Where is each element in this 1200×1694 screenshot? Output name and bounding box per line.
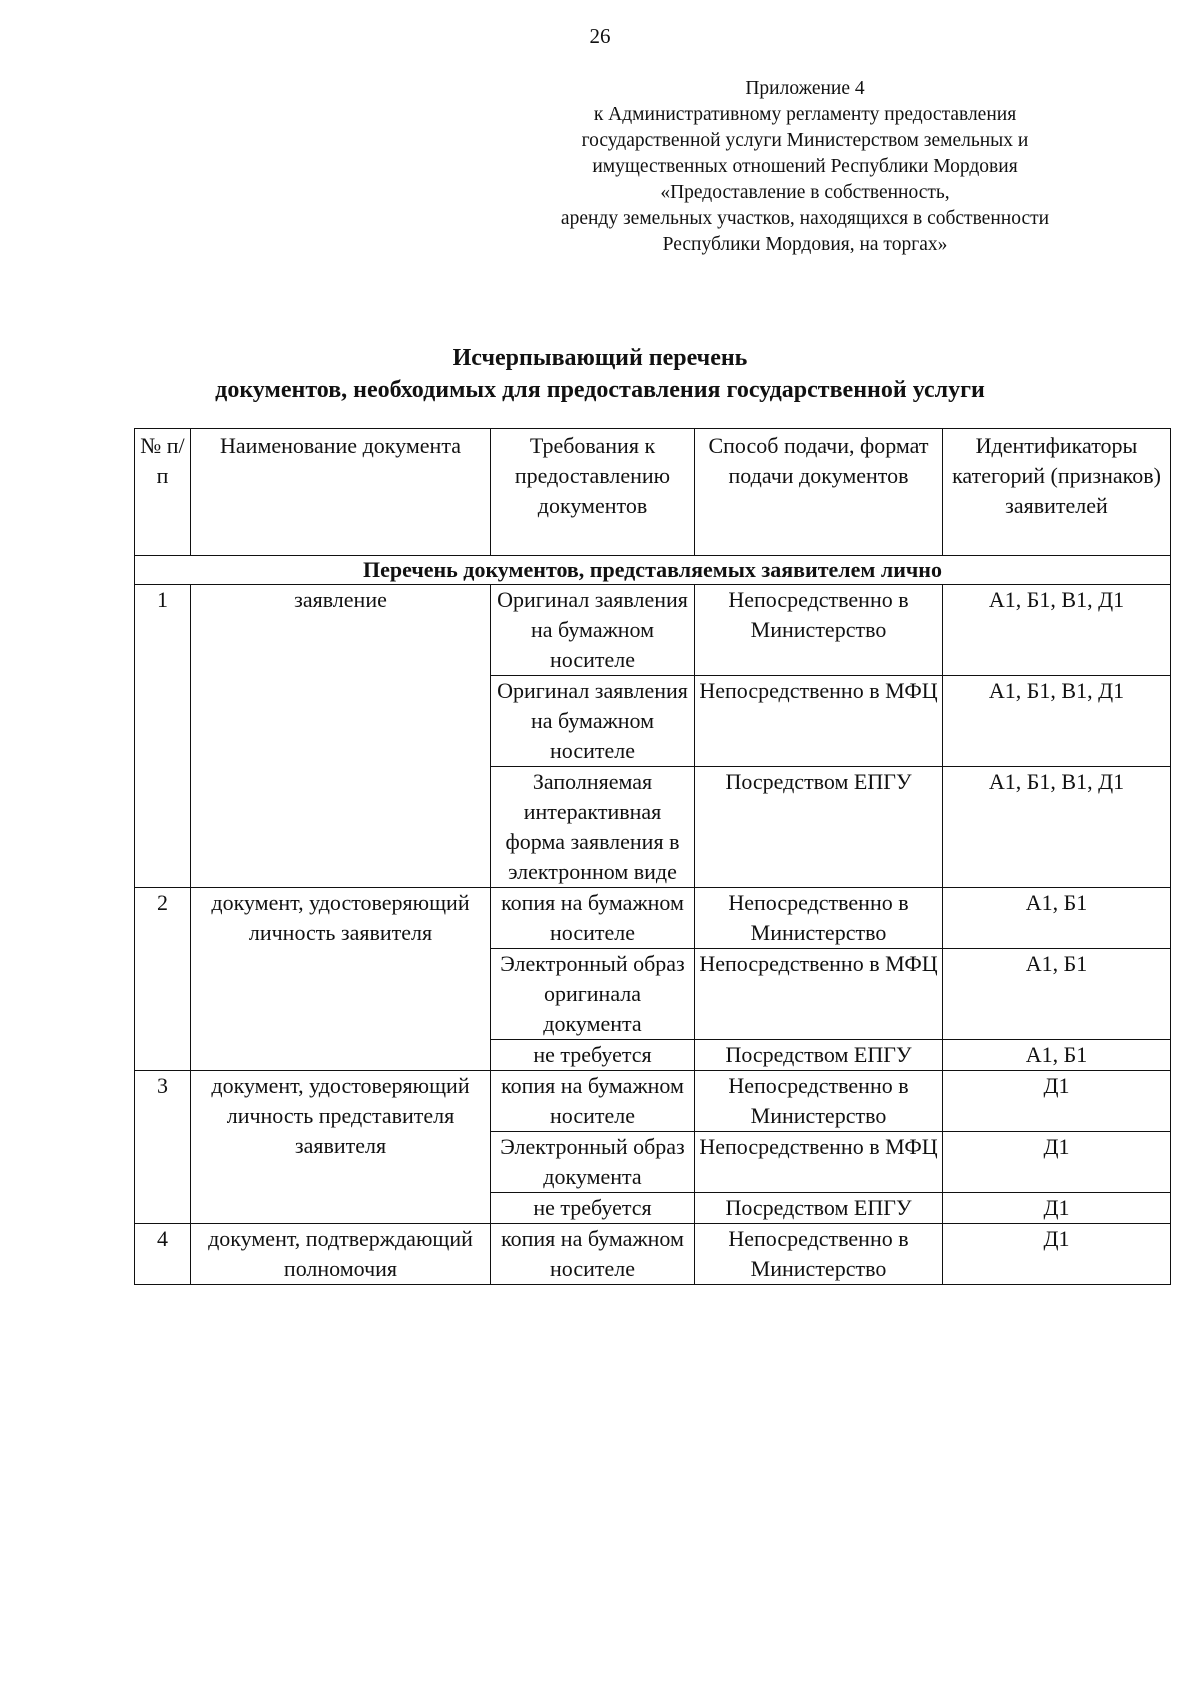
row-ids: А1, Б1 [943, 888, 1171, 949]
table-row [135, 888, 1171, 949]
appendix-line: к Административному регламенту предоставления [593, 104, 1017, 125]
row-ids: А1, Б1, В1, Д1 [943, 585, 1171, 676]
header-requirements: Требования к предоставлению документов [491, 429, 695, 556]
row-ids: А1, Б1 [943, 949, 1171, 1040]
row-method: Посредством ЕПГУ [695, 767, 943, 888]
appendix-heading [505, 76, 1105, 258]
row-method: Посредством ЕПГУ [695, 1193, 943, 1224]
row-document-name: документ, удостоверяющий личность заявителя [191, 888, 491, 1071]
section-title: Перечень документов, представляемых заявителем лично [135, 556, 1171, 585]
row-method: Непосредственно в МФЦ [695, 949, 943, 1040]
table-header-row [135, 429, 1171, 556]
row-number: 1 [135, 585, 191, 888]
appendix-line: аренду земельных участков, находящихся в собственности [560, 208, 1050, 229]
row-method: Посредством ЕПГУ [695, 1040, 943, 1071]
header-applicant-ids: Идентификаторы категорий (признаков) заявителей [943, 429, 1171, 556]
appendix-line: «Предоставление в собственность, [660, 182, 950, 203]
row-requirement: Оригинал заявления на бумажном носителе [491, 676, 695, 767]
row-method: Непосредственно в МФЦ [695, 676, 943, 767]
row-requirement: не требуется [491, 1193, 695, 1224]
page-number: 26 [589, 24, 611, 48]
row-document-name: документ, подтверждающий полномочия [191, 1224, 491, 1285]
row-requirement: не требуется [491, 1040, 695, 1071]
header-submission-method: Способ подачи, формат подачи документов [695, 429, 943, 556]
row-method: Непосредственно в Министерство [695, 888, 943, 949]
row-requirement: Оригинал заявления на бумажном носителе [491, 585, 695, 676]
row-ids: Д1 [943, 1132, 1171, 1193]
row-ids: Д1 [943, 1193, 1171, 1224]
header-number: № п/п [135, 429, 191, 556]
row-number: 2 [135, 888, 191, 1071]
appendix-line: имущественных отношений Республики Мордовия [592, 156, 1018, 177]
row-document-name: заявление [191, 585, 491, 888]
row-document-name: документ, удостоверяющий личность представителя заявителя [191, 1071, 491, 1224]
row-number: 4 [135, 1224, 191, 1285]
document-title [0, 342, 1200, 406]
document-title-line: документов, необходимых для предоставления государственной услуги [215, 377, 985, 403]
appendix-line: Приложение 4 [745, 78, 865, 99]
appendix-line: государственной услуги Министерством земельных и [581, 130, 1029, 151]
row-ids: Д1 [943, 1071, 1171, 1132]
row-ids: А1, Б1, В1, Д1 [943, 676, 1171, 767]
row-number: 3 [135, 1071, 191, 1224]
table-row [135, 1071, 1171, 1132]
row-requirement: копия на бумажном носителе [491, 888, 695, 949]
table-row [135, 1224, 1171, 1285]
row-requirement: копия на бумажном носителе [491, 1071, 695, 1132]
row-requirement: Заполняемая интерактивная форма заявления в электронном виде [491, 767, 695, 888]
row-requirement: Электронный образ оригинала документа [491, 949, 695, 1040]
appendix-line: Республики Мордовия, на торгах» [662, 234, 948, 255]
table-row [135, 585, 1171, 676]
row-requirement: Электронный образ документа [491, 1132, 695, 1193]
row-ids: А1, Б1, В1, Д1 [943, 767, 1171, 888]
row-requirement: копия на бумажном носителе [491, 1224, 695, 1285]
section-row [135, 556, 1171, 585]
row-method: Непосредственно в Министерство [695, 1224, 943, 1285]
row-method: Непосредственно в Министерство [695, 1071, 943, 1132]
row-ids: А1, Б1 [943, 1040, 1171, 1071]
row-ids: Д1 [943, 1224, 1171, 1285]
documents-table [134, 428, 1171, 1285]
row-method: Непосредственно в МФЦ [695, 1132, 943, 1193]
header-document-name: Наименование документа [191, 429, 491, 556]
row-method: Непосредственно в Министерство [695, 585, 943, 676]
document-title-line: Исчерпывающий перечень [452, 345, 748, 371]
